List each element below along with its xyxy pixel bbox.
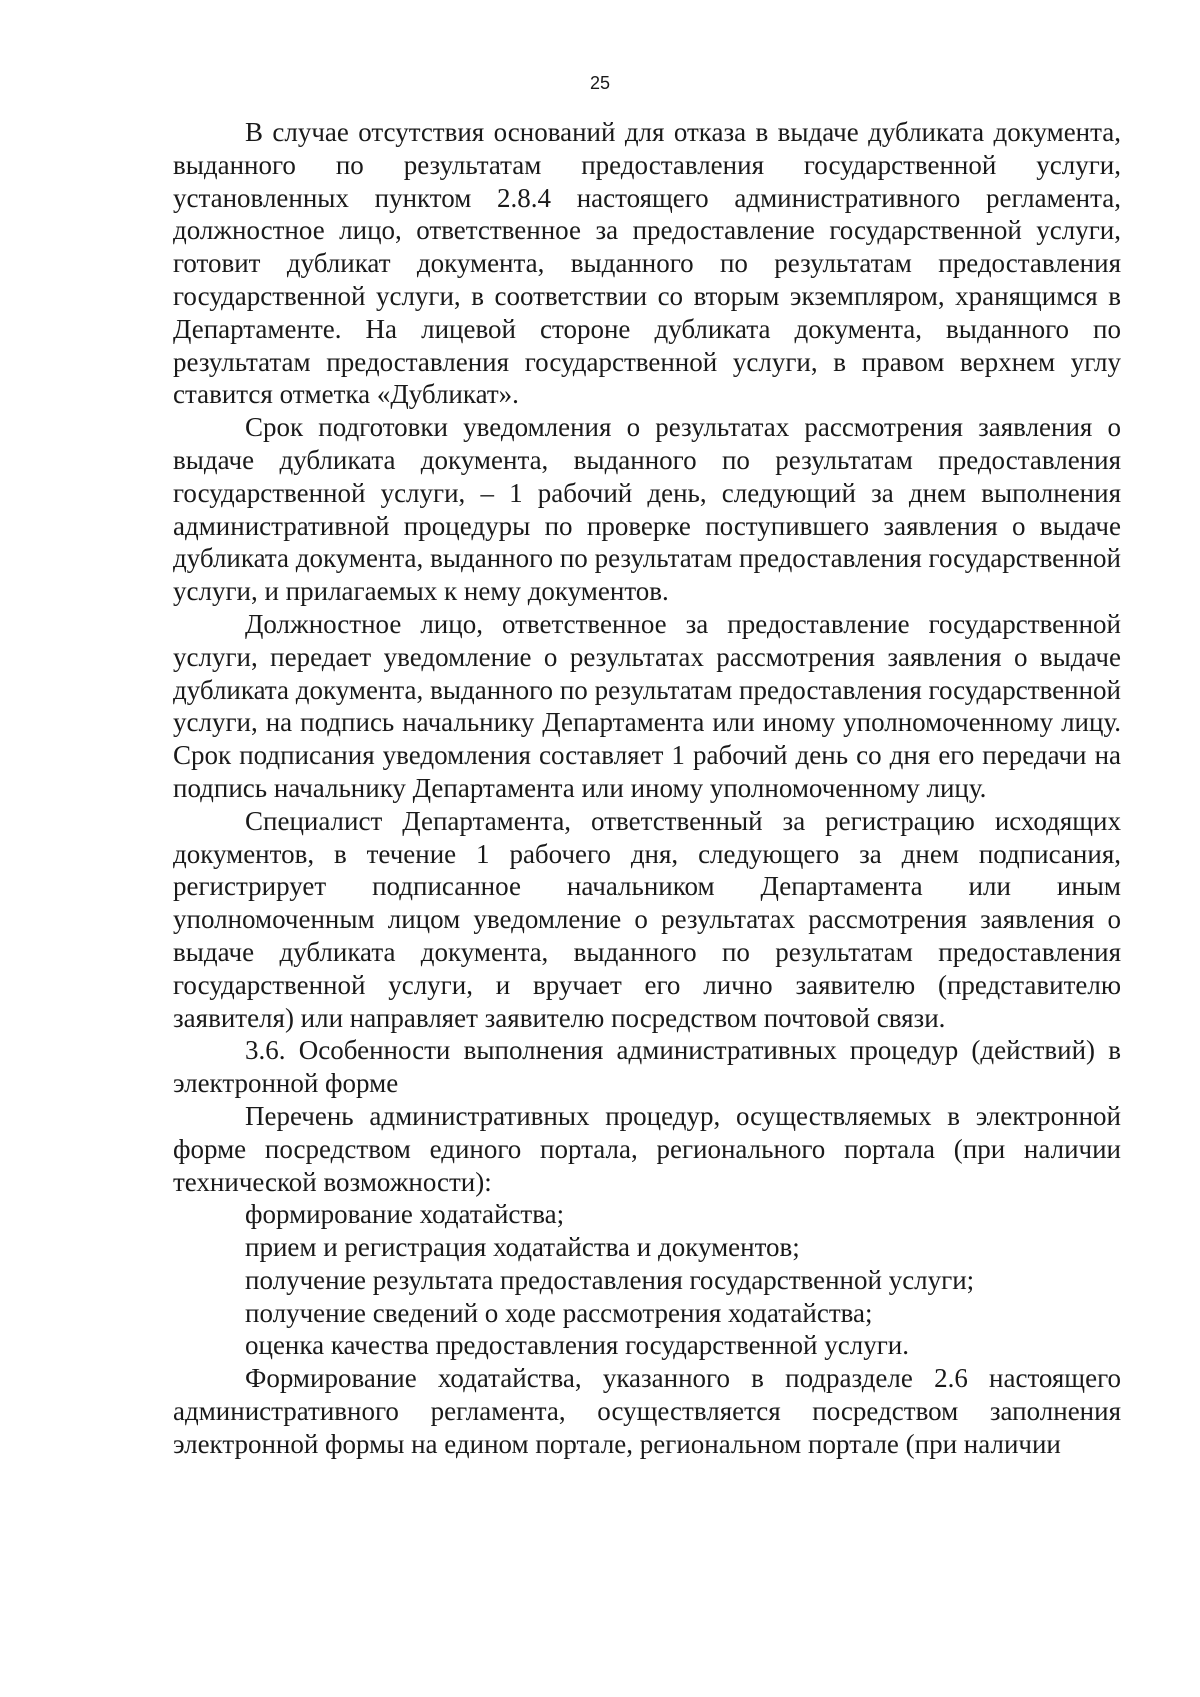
paragraph-duplicate-issuance: В случае отсутствия оснований для отказа в выдаче дубликата документа, выданного по результатам предоставления государственной услуги, установленных пунктом 2.8.4 настоящего административного регламента, должностное лицо, ответственное за предоставление государственной услуги, готовит дубликат документа, выданного по результатам предоставления государственной услуги, в соответствии со вторым экземпляром, хранящимся в Департаменте. На лицевой стороне дубликата документа, выданного по результатам предоставления государственной услуги, в правом верхнем углу ставится отметка «Дубликат». bbox=[173, 117, 1121, 410]
list-item: формирование ходатайства; bbox=[245, 1199, 565, 1230]
list-item: получение результата предоставления государственной услуги; bbox=[245, 1264, 975, 1295]
page-number: 25 bbox=[589, 73, 611, 93]
section-heading-3-6: 3.6. Особенности выполнения административных процедур (действий) в электронной форме bbox=[173, 1035, 1121, 1099]
list-item: оценка качества предоставления государственной услуги. bbox=[245, 1330, 909, 1361]
list-item: прием и регистрация ходатайства и документов; bbox=[245, 1232, 800, 1263]
paragraph-petition-formation: Формирование ходатайства, указанного в подразделе 2.6 настоящего административного регламента, осуществляется посредством заполнения электронной формы на едином портале, региональном портале (при наличии bbox=[173, 1363, 1121, 1459]
paragraph-notification-signing: Должностное лицо, ответственное за предоставление государственной услуги, передает уведомление о результатах рассмотрения заявления о выдаче дубликата документа, выданного по результатам предоставления государственной услуги, на подпись начальнику Департамента или иному уполномоченному лицу. Срок подписания уведомления составляет 1 рабочий день со дня его передачи на подпись начальнику Департамента или иному уполномоченному лицу. bbox=[173, 608, 1121, 803]
paragraph-notification-registration: Специалист Департамента, ответственный за регистрацию исходящих документов, в течение 1 рабочего дня, следующего за днем подписания, регистрирует подписанное начальником Департамента или иным уполномоченным лицом уведомление о результатах рассмотрения заявления о выдаче дубликата документа, выданного по результатам предоставления государственной услуги, и вручает его лично заявителю (представителю заявителя) или направляет заявителю посредством почтовой связи. bbox=[173, 805, 1121, 1033]
list-item: получение сведений о ходе рассмотрения ходатайства; bbox=[245, 1297, 873, 1328]
paragraph-electronic-procedures-intro: Перечень административных процедур, осуществляемых в электронной форме посредством единого портала, регионального портала (при наличии технической возможности): bbox=[173, 1100, 1121, 1197]
paragraph-notification-deadline: Срок подготовки уведомления о результатах рассмотрения заявления о выдаче дубликата документа, выданного по результатам предоставления государственной услуги, – 1 рабочий день, следующий за днем выполнения административной процедуры по проверке поступившего заявления о выдаче дубликата документа, выданного по результатам предоставления государственной услуги, и прилагаемых к нему документов. bbox=[173, 412, 1121, 607]
document-body bbox=[173, 116, 1121, 1461]
